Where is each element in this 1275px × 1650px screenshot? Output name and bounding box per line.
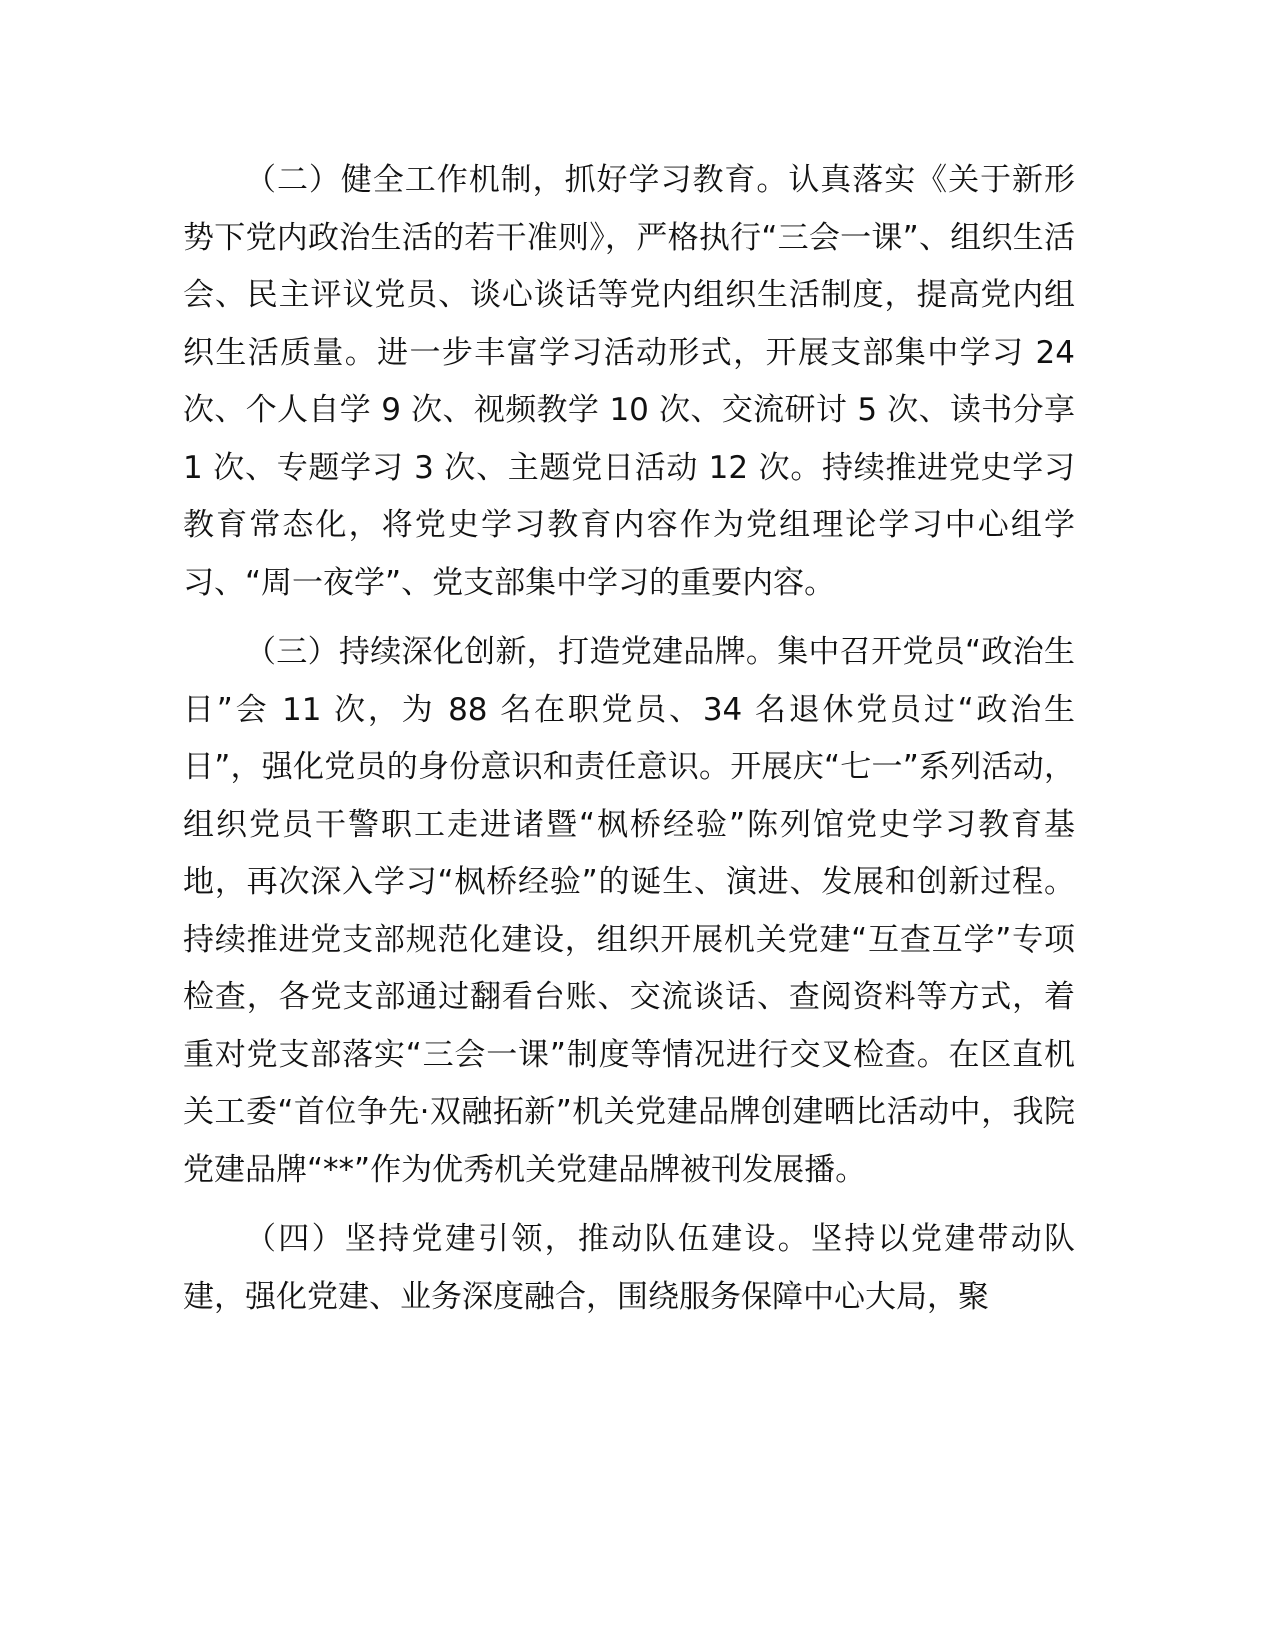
paragraph-section-2: （二）健全工作机制，抓好学习教育。认真落实《关于新形势下党内政治生活的若干准则》，严格执行“三会一课”、组织生活会、民主评议党员、谈心谈话等党内组织生活制度，提高党内组织生活质量。进一步丰富学习活动形式，开展支部集中学习 24 次、个人自学 9 次、视频教学 10 次、交流研讨 5 次、读书分享 1 次、专题学习 3 次、主题党日活动 12 次。持续推进党史学习教育常态化，将党史学习教育内容作为党组理论学习中心组学习、“周一夜学”、党支部集中学习的重要内容。 xyxy=(183,162,1075,601)
paragraph-section-4: （四）坚持党建引领，推动队伍建设。坚持以党建带动队建，强化党建、业务深度融合，围绕服务保障中心大局，聚 xyxy=(183,1221,1075,1315)
document-body xyxy=(183,152,1075,1338)
paragraph-section-3: （三）持续深化创新，打造党建品牌。集中召开党员“政治生日”会 11 次，为 88 名在职党员、34 名退休党员过“政治生日”，强化党员的身份意识和责任意识。开展庆“七一”系列活动，组织党员干警职工走进诸暨“枫桥经验”陈列馆党史学习教育基地，再次深入学习“枫桥经验”的诞生、演进、发展和创新过程。持续推进党支部规范化建设，组织开展机关党建“互查互学”专项检查，各党支部通过翻看台账、交流谈话、查阅资料等方式，着重对党支部落实“三会一课”制度等情况进行交叉检查。在区直机关工委“首位争先·双融拓新”机关党建品牌创建晒比活动中，我院党建品牌“**”作为优秀机关党建品牌被刊发展播。 xyxy=(183,634,1075,1188)
